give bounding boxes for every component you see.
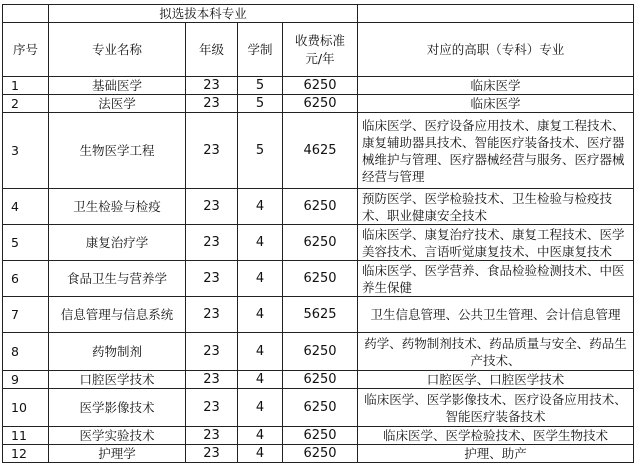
row-grade: 23 xyxy=(186,427,238,445)
row-duration: 4 xyxy=(238,445,283,463)
row-name: 医学实验技术 xyxy=(49,427,186,445)
row-fee: 4625 xyxy=(283,113,358,189)
header-group-label: 拟选拔本科专业 xyxy=(49,5,358,23)
header-grade: 年级 xyxy=(186,23,238,77)
row-related: 临床医学、康复治疗技术、康复工程技术、医学美容技术、言语听觉康复技术、中医康复技术 xyxy=(358,225,634,261)
row-fee: 6250 xyxy=(283,389,358,427)
row-duration: 4 xyxy=(238,371,283,389)
row-fee: 6250 xyxy=(283,95,358,113)
table-row xyxy=(3,297,634,333)
table-row xyxy=(3,445,634,463)
row-name: 医学影像技术 xyxy=(49,389,186,427)
header-name: 专业名称 xyxy=(49,23,186,77)
row-seq: 3 xyxy=(3,113,49,189)
row-seq: 11 xyxy=(3,427,49,445)
row-name: 法医学 xyxy=(49,95,186,113)
row-related: 预防医学、医学检验技术、卫生检验与检疫技术、职业健康安全技术 xyxy=(358,189,634,225)
row-seq: 7 xyxy=(3,297,49,333)
header-row xyxy=(3,23,634,77)
row-seq: 12 xyxy=(3,445,49,463)
row-duration: 4 xyxy=(238,261,283,297)
row-fee: 6250 xyxy=(283,261,358,297)
row-name: 生物医学工程 xyxy=(49,113,186,189)
row-name: 基础医学 xyxy=(49,77,186,95)
row-grade: 23 xyxy=(186,77,238,95)
row-related: 临床医学、医疗设备应用技术、康复工程技术、康复辅助器具技术、智能医疗装备技术、医疗器械维护与管理、医疗器械经营与服务、医疗器械经营与管理 xyxy=(358,113,634,189)
row-grade: 23 xyxy=(186,225,238,261)
row-grade: 23 xyxy=(186,371,238,389)
row-related: 临床医学 xyxy=(358,77,634,95)
row-seq: 4 xyxy=(3,189,49,225)
table-row xyxy=(3,333,634,371)
table-row xyxy=(3,77,634,95)
row-seq: 10 xyxy=(3,389,49,427)
row-duration: 4 xyxy=(238,427,283,445)
row-duration: 4 xyxy=(238,297,283,333)
row-fee: 6250 xyxy=(283,189,358,225)
row-duration: 4 xyxy=(238,333,283,371)
header-fee-text: 收费标准元/年 xyxy=(294,32,345,66)
row-related: 临床医学 xyxy=(358,95,634,113)
row-name: 药物制剂 xyxy=(49,333,186,371)
row-seq: 8 xyxy=(3,333,49,371)
table-row xyxy=(3,427,634,445)
row-name: 卫生检验与检疫 xyxy=(49,189,186,225)
row-seq: 5 xyxy=(3,225,49,261)
row-fee: 5625 xyxy=(283,297,358,333)
row-fee: 6250 xyxy=(283,77,358,95)
row-grade: 23 xyxy=(186,445,238,463)
row-duration: 4 xyxy=(238,189,283,225)
row-seq: 6 xyxy=(3,261,49,297)
row-fee: 6250 xyxy=(283,445,358,463)
row-fee: 6250 xyxy=(283,333,358,371)
row-duration: 4 xyxy=(238,389,283,427)
row-related: 临床医学、医学营养、食品检验检测技术、中医养生保健 xyxy=(358,261,634,297)
row-related: 卫生信息管理、公共卫生管理、会计信息管理 xyxy=(358,297,634,333)
table-row xyxy=(3,189,634,225)
row-related: 临床医学、医学影像技术、医疗设备应用技术、智能医疗装备技术 xyxy=(358,389,634,427)
row-name: 护理学 xyxy=(49,445,186,463)
row-related: 临床医学、医学检验技术、医学生物技术 xyxy=(358,427,634,445)
table-row xyxy=(3,371,634,389)
header-duration: 学制 xyxy=(238,23,283,77)
header-row-group xyxy=(3,5,634,23)
row-seq: 1 xyxy=(3,77,49,95)
majors-table xyxy=(2,4,634,463)
table-row xyxy=(3,113,634,189)
row-fee: 6250 xyxy=(283,371,358,389)
row-grade: 23 xyxy=(186,95,238,113)
header-blank-right xyxy=(358,5,634,23)
row-related: 药学、药物制剂技术、药品质量与安全、药品生产技术、 xyxy=(358,333,634,371)
header-seq: 序号 xyxy=(3,23,49,77)
row-grade: 23 xyxy=(186,297,238,333)
header-blank-left xyxy=(3,5,49,23)
row-fee: 6250 xyxy=(283,225,358,261)
row-grade: 23 xyxy=(186,189,238,225)
row-name: 康复治疗学 xyxy=(49,225,186,261)
row-duration: 5 xyxy=(238,77,283,95)
header-fee xyxy=(283,23,358,77)
row-grade: 23 xyxy=(186,261,238,297)
row-seq: 9 xyxy=(3,371,49,389)
row-related: 口腔医学、口腔医学技术 xyxy=(358,371,634,389)
row-name: 食品卫生与营养学 xyxy=(49,261,186,297)
table-row xyxy=(3,95,634,113)
row-duration: 5 xyxy=(238,113,283,189)
table-row xyxy=(3,389,634,427)
row-grade: 23 xyxy=(186,389,238,427)
row-related: 护理、助产 xyxy=(358,445,634,463)
row-duration: 5 xyxy=(238,95,283,113)
row-name: 口腔医学技术 xyxy=(49,371,186,389)
row-grade: 23 xyxy=(186,333,238,371)
row-duration: 4 xyxy=(238,225,283,261)
row-grade: 23 xyxy=(186,113,238,189)
row-seq: 2 xyxy=(3,95,49,113)
table-row xyxy=(3,225,634,261)
row-name: 信息管理与信息系统 xyxy=(49,297,186,333)
row-fee: 6250 xyxy=(283,427,358,445)
table-row xyxy=(3,261,634,297)
header-related: 对应的高职（专科）专业 xyxy=(358,23,634,77)
